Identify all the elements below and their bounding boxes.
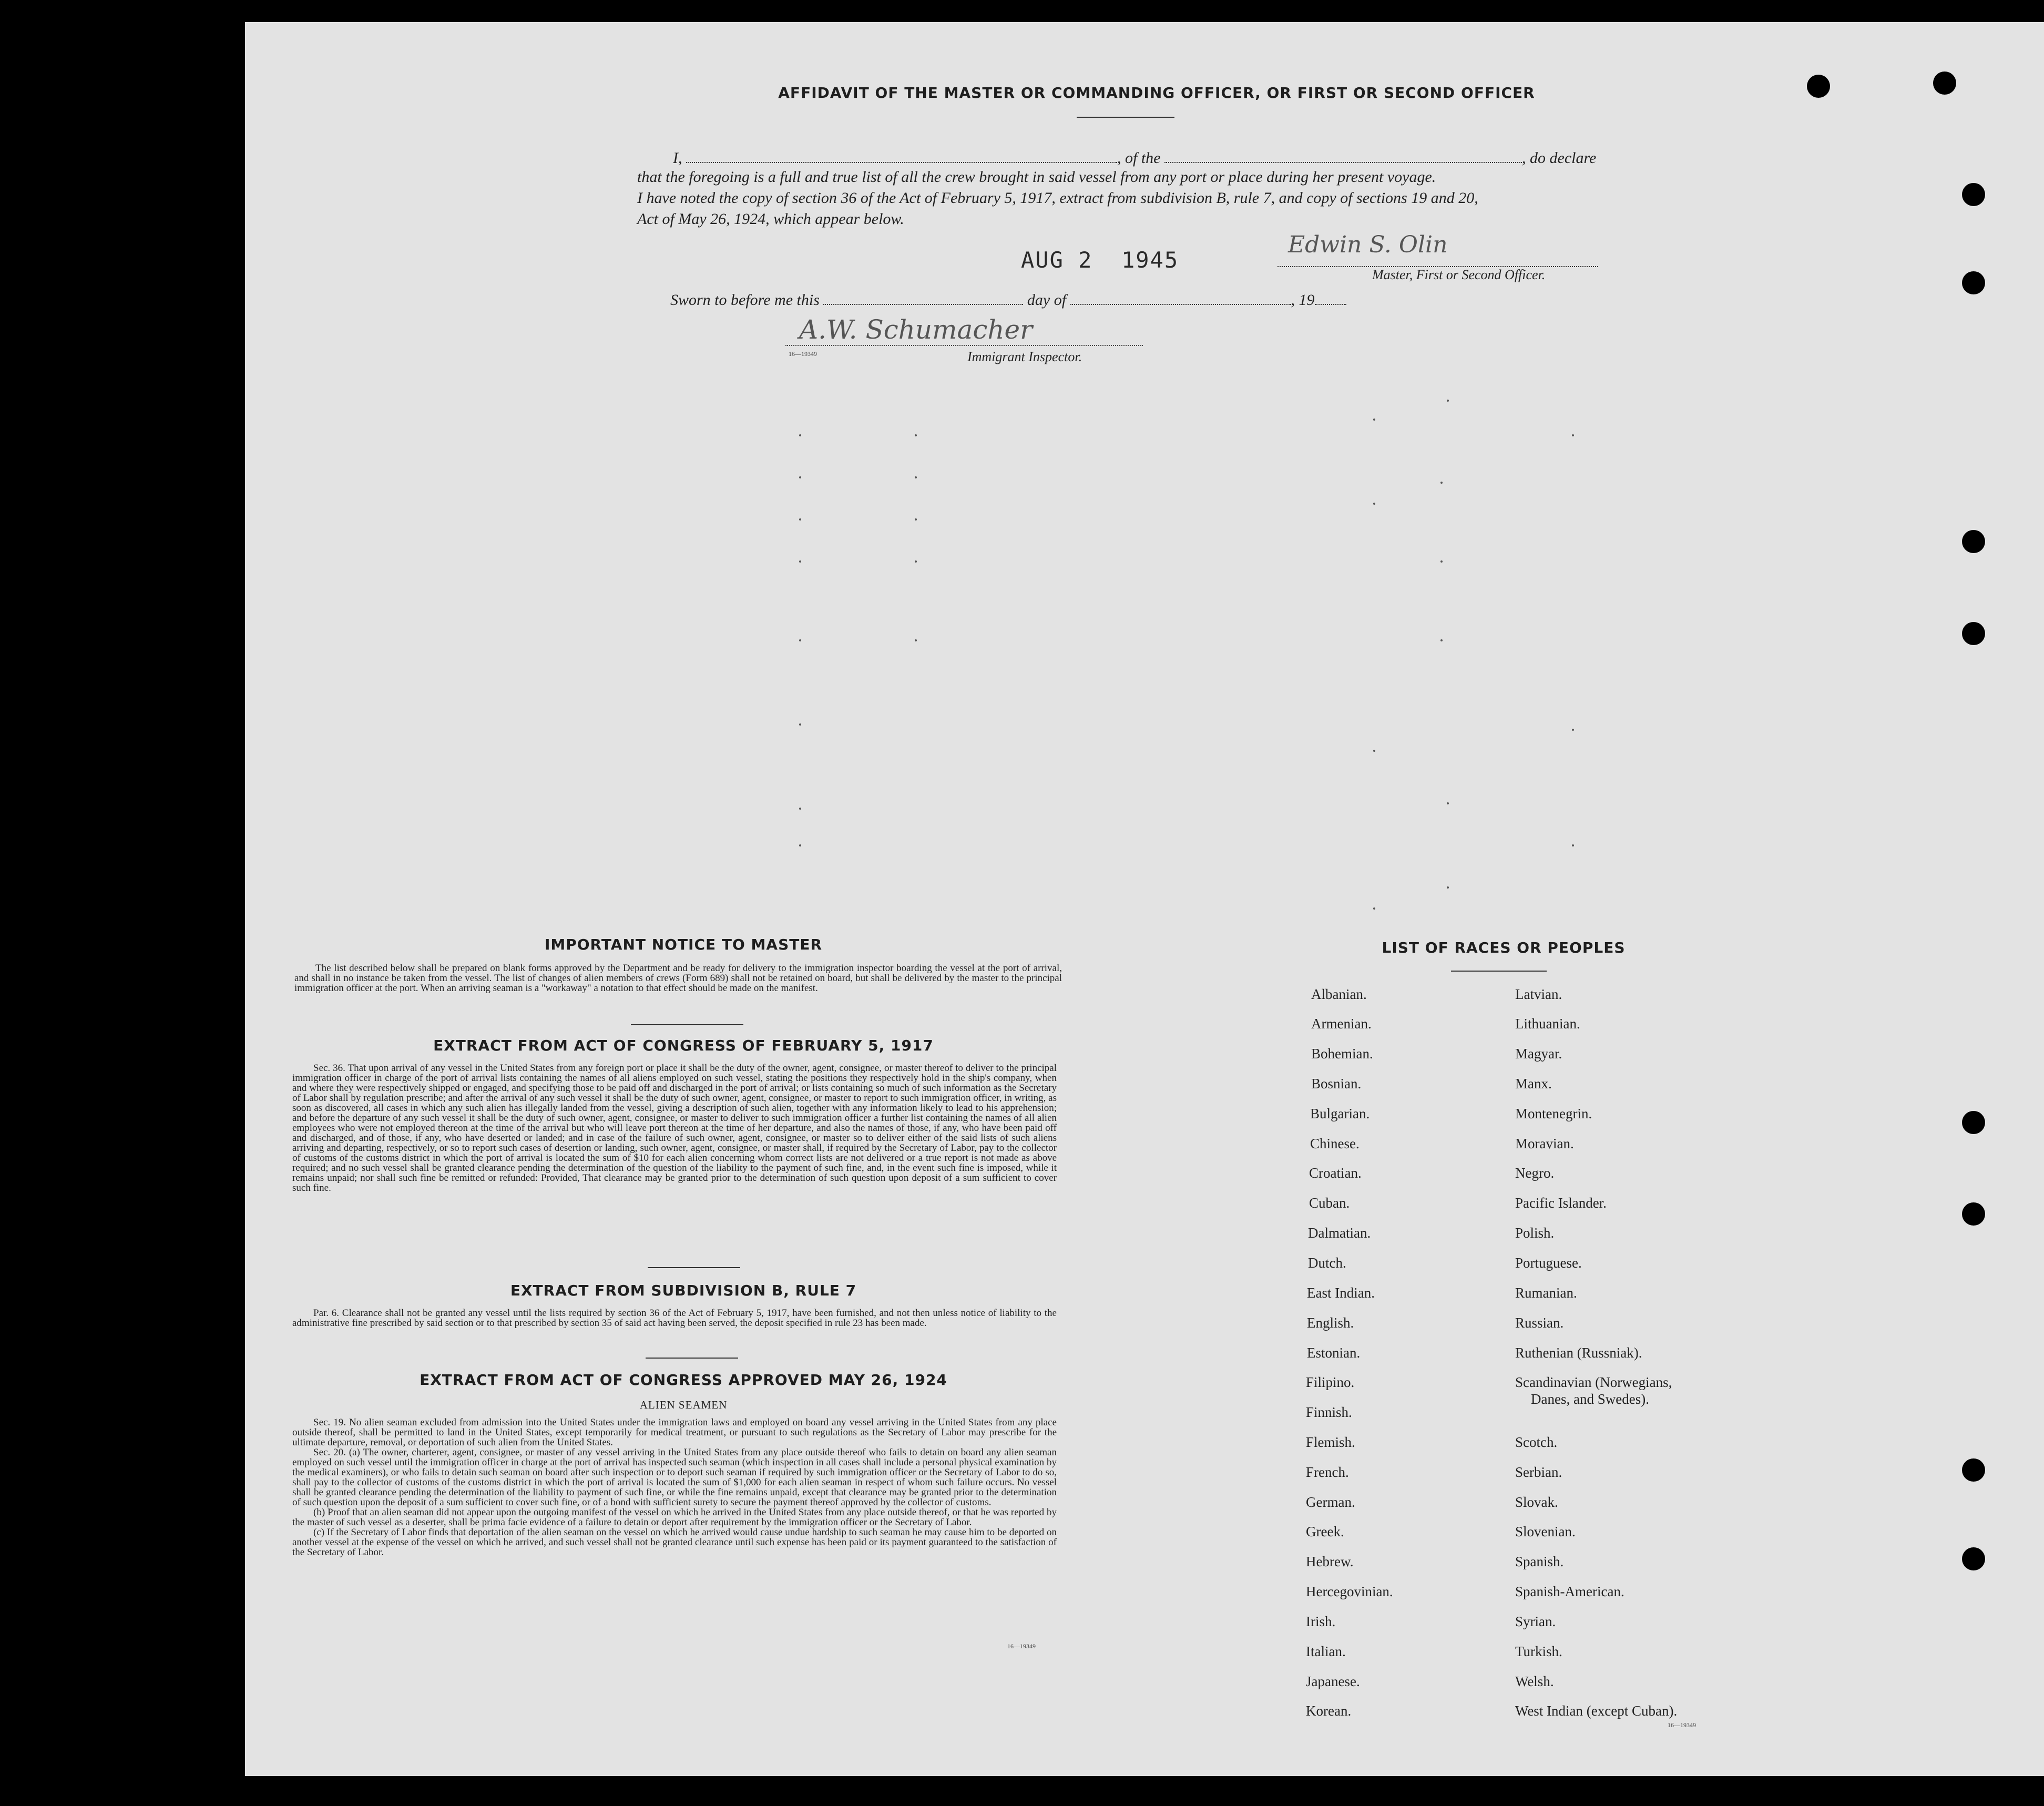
races-title: LIST OF RACES OR PEOPLES	[1382, 939, 1626, 956]
race-left-item: Bosnian.	[1311, 1076, 1362, 1091]
punch-hole	[1962, 183, 1985, 206]
race-right-item: Lithuanian.	[1515, 1016, 1580, 1032]
master-signature: Edwin S. Olin	[1288, 231, 1448, 258]
race-left-item: Japanese.	[1306, 1674, 1360, 1689]
paper-speck	[799, 723, 801, 726]
notice-paragraph: The list described below shall be prepared on blank forms approved by the Department and be ready for delivery to the immigration inspector boarding the vessel at the port of arrival, and shall in no instance be taken from the vessel. The list of changes of alien members of crews (Form 689) shall not be retained on board, but shall be delivered by the master to the principal immigration officer at the port. When an arriving seaman is a "workaway" a notation to that effect should be made on the manifest.	[294, 963, 1062, 994]
sec-20a-paragraph: Sec. 20. (a) The owner, charterer, agent, consignee, or master of any vessel arriving in the United States from any place outside thereof who fails to detain on board any alien seaman employed on such vessel until the immigration officer in charge at the port of arrival has inspected such seaman (which inspection in all cases shall include a personal physical examination by the medical examiners), or who fails to detain such seaman on board after such inspection or to deport such seaman if required by such immigration officer or the Secretary of Labor to do so, shall pay to the collector of customs of the customs district in which the port of arrival is located the sum of $1,000 for each alien seaman in respect of whom such failure occurs. No vessel shall be granted clearance pending the determination of the liability to payment of such fine, or while the fine remains unpaid, except that clearance may be granted prior to the determination of such question upon the deposit of a sum sufficient to cover such fine, or of a bond with sufficient surety to secure the payment thereof approved by the collector of customs.	[292, 1447, 1057, 1508]
race-left-item: Dalmatian.	[1308, 1225, 1371, 1241]
race-left-item: Flemish.	[1306, 1434, 1355, 1450]
race-right-item: Serbian.	[1515, 1464, 1562, 1480]
race-left-item: Bohemian.	[1311, 1046, 1373, 1062]
punch-hole	[1962, 1547, 1985, 1570]
race-right-item: Russian.	[1515, 1315, 1564, 1331]
punch-hole	[1962, 271, 1985, 294]
race-right-item: Rumanian.	[1515, 1285, 1577, 1301]
race-right-item: Welsh.	[1515, 1674, 1554, 1689]
paper-speck	[915, 518, 917, 521]
paper-speck	[1373, 907, 1375, 910]
race-left-item: Estonian.	[1307, 1345, 1361, 1361]
race-left-item: German.	[1306, 1494, 1355, 1510]
race-left-item: Korean.	[1306, 1703, 1352, 1719]
paper-speck	[799, 518, 801, 521]
paper-speck	[915, 639, 917, 641]
declaration-line-4: Act of May 26, 1924, which appear below.	[637, 210, 904, 228]
declaration-line-2: that the foregoing is a full and true list of all the crew brought in said vessel from any port or place during her present voyage.	[637, 168, 1436, 186]
sworn-year-field[interactable]	[1315, 290, 1346, 305]
sec-19-paragraph: Sec. 19. No alien seaman excluded from admission into the United States under the immigration laws and employed on board any vessel arriving in the United States from any place outside thereof, shall be permitted to land in the United States, except temporarily for medical treatment, or pursuant to such regulations as the Secretary of Labor may prescribe for the ultimate departure, removal, or deportation of such alien from the United States.	[292, 1417, 1057, 1448]
race-left-item: East Indian.	[1307, 1285, 1375, 1301]
race-right-item: Negro.	[1515, 1165, 1555, 1181]
races-form-number: 16—19349	[1668, 1721, 1696, 1729]
paper-speck	[1447, 400, 1449, 402]
paper-speck	[799, 844, 801, 846]
extract-1924-subtitle: ALIEN SEAMEN	[639, 1399, 728, 1411]
extract-1917-title: EXTRACT FROM ACT OF CONGRESS OF FEBRUARY 5, 1917	[433, 1037, 934, 1054]
declaration-i: I,	[673, 149, 682, 167]
race-left-item: Chinese.	[1310, 1136, 1360, 1151]
notice-body	[294, 963, 1062, 993]
extract-form-number: 16—19349	[1007, 1642, 1036, 1650]
race-right-item: Pacific Islander.	[1515, 1195, 1607, 1211]
punch-hole	[1962, 1111, 1985, 1134]
notice-divider	[631, 1024, 743, 1025]
race-left-item: Bulgarian.	[1310, 1106, 1370, 1121]
declaration-line-3: I have noted the copy of section 36 of the Act of February 5, 1917, extract from subdivision B, rule 7, and copy of sections 19 and 20,	[637, 189, 1478, 207]
notice-title: IMPORTANT NOTICE TO MASTER	[544, 936, 823, 953]
race-right-item: Spanish-American.	[1515, 1584, 1624, 1599]
paper-speck	[915, 476, 917, 478]
race-right-item: Syrian.	[1515, 1614, 1556, 1629]
race-left-item: Dutch.	[1308, 1255, 1346, 1271]
rule7-body	[292, 1308, 1057, 1328]
punch-hole	[1962, 1458, 1985, 1482]
races-divider	[1451, 971, 1547, 972]
race-left-item: Finnish.	[1306, 1404, 1352, 1420]
race-left-item: Hebrew.	[1306, 1554, 1354, 1569]
inspector-form-number: 16—19349	[789, 350, 817, 358]
paper-speck	[799, 808, 801, 810]
race-right-item: Moravian.	[1515, 1136, 1574, 1151]
inspector-signature: A.W. Schumacher	[799, 314, 1033, 345]
race-left-item: Filipino.	[1306, 1374, 1355, 1390]
name-field[interactable]	[686, 148, 1117, 163]
race-left-item: Armenian.	[1311, 1016, 1372, 1032]
extract-1924-title: EXTRACT FROM ACT OF CONGRESS APPROVED MAY 26, 1924	[420, 1371, 947, 1389]
extract-1917-divider	[648, 1267, 740, 1268]
race-right-item: Slovak.	[1515, 1494, 1558, 1510]
paper-speck	[799, 639, 801, 641]
punch-hole	[1807, 75, 1830, 98]
sec-20c-paragraph: (c) If the Secretary of Labor finds that deportation of the alien seaman on the vessel on which he arrived would cause undue hardship to such seaman he may cause him to be deported on another vessel at the expense of the vessel on which he arrived, and such vessel shall not be granted clearance until such expense has been paid or its payment guaranteed to the satisfaction of the Secretary of Labor.	[292, 1527, 1057, 1558]
paper-speck	[799, 560, 801, 563]
race-right-item: Polish.	[1515, 1225, 1555, 1241]
race-right-item: Latvian.	[1515, 986, 1562, 1002]
paper-speck	[1447, 886, 1449, 889]
paper-speck	[1447, 802, 1449, 804]
paper-speck	[1572, 729, 1574, 731]
extract-1917-body	[292, 1063, 1057, 1193]
declaration-of-the: , of the	[1117, 149, 1161, 167]
extract-1924-body	[292, 1417, 1057, 1557]
race-right-item: Scotch.	[1515, 1434, 1558, 1450]
race-left-item: Irish.	[1306, 1614, 1336, 1629]
inspector-caption: Immigrant Inspector.	[967, 349, 1082, 364]
race-right-item: Portuguese.	[1515, 1255, 1582, 1271]
race-left-item: Greek.	[1306, 1524, 1344, 1539]
punch-hole	[1962, 530, 1985, 553]
paper-speck	[799, 434, 801, 436]
affidavit-title: AFFIDAVIT OF THE MASTER OR COMMANDING OFFICER, OR FIRST OR SECOND OFFICER	[778, 84, 1535, 101]
race-left-item: Hercegovinian.	[1306, 1584, 1393, 1599]
rule7-paragraph: Par. 6. Clearance shall not be granted any vessel until the lists required by section 36 of the Act of February 5, 1917, have been furnished, and not then unless notice of liability to the administrative fine prescribed by said section or to that prescribed by section 35 of said act having been served, the deposit specified in rule 23 has been made.	[292, 1308, 1057, 1329]
paper-speck	[915, 434, 917, 436]
declaration-line-1	[673, 148, 1619, 167]
sec-20b-paragraph: (b) Proof that an alien seaman did not appear upon the outgoing manifest of the vessel on which he arrived in the United States from any place outside thereof, or that he was reported by the master of such vessel as a deserter, shall be prima facie evidence of a failure to detain or deport after requirement by the immigration officer or the Secretary of Labor.	[292, 1507, 1057, 1528]
sworn-text: Sworn to before me this	[670, 291, 820, 309]
extract-1917-paragraph: Sec. 36. That upon arrival of any vessel in the United States from any foreign port or place it shall be the duty of the owner, agent, consignee, or master thereof to deliver to the principal immigration officer in charge of the port of arrival lists containing the names of all aliens employed on such vessel, stating the positions they respectively hold in the ship's company, when and where they were respectively shipped or engaged, and specifying those to be paid off and discharged in the port of arrival; or lists containing so much of such information as the Secretary of Labor shall by regulation prescribe; and after the arrival of any such vessel it shall be the duty of such owner, agent, consignee, or master to report to such immigration officer, in writing, as soon as discovered, all cases in which any such alien has illegally landed from the vessel, giving a description of such alien, together with any information likely to lead to his apprehension; and before the departure of any such vessel it shall be the duty of such owner, agent, consignee, or master to deliver to such immigration officer a further list containing the names of all alien employees who were not employed thereon at the time of the arrival but who will leave port thereon at the time of her departure, and also the names of those, if any, who have been paid off and discharged, and of those, if any, who have deserted or landed; and in case of the failure of such owner, agent, consignee, or master so to deliver either of the said lists of such aliens arriving and departing, respectively, or so to report such cases of desertion or landing, such owner, agent, consignee, or master shall, if required by the Secretary of Labor, pay to the collector of customs of the customs district in which the port of arrival is located the sum of $10 for each alien concerning whom correct lists are not delivered or a true report is not made as above required; and no such vessel shall be granted clearance pending the determination of the question of the liability to the payment of such fine, and, in the event such fine is imposed, while it remains unpaid; nor shall such fine be remitted or refunded: Provided, That clearance may be granted prior to the determination of such question upon deposit of a sum sufficient to cover such fine.	[292, 1063, 1057, 1193]
paper-speck	[1440, 482, 1443, 484]
paper-speck	[1373, 503, 1375, 505]
race-right-item: Ruthenian (Russniak).	[1515, 1345, 1642, 1361]
rule7-divider	[646, 1358, 738, 1359]
vessel-field[interactable]	[1164, 148, 1522, 163]
punch-hole	[1962, 1202, 1985, 1226]
race-right-item: Spanish.	[1515, 1554, 1564, 1569]
rule7-title: EXTRACT FROM SUBDIVISION B, RULE 7	[510, 1282, 857, 1299]
race-left-item: Cuban.	[1309, 1195, 1350, 1211]
paper-speck	[1440, 560, 1443, 563]
race-right-item: Manx.	[1515, 1076, 1552, 1091]
master-caption: Master, First or Second Officer.	[1372, 267, 1546, 282]
race-left-item: Croatian.	[1309, 1165, 1362, 1181]
sworn-day-field[interactable]	[823, 290, 1023, 305]
punch-hole	[1933, 72, 1956, 95]
race-right-item: West Indian (except Cuban).	[1515, 1703, 1678, 1719]
paper-speck	[915, 560, 917, 563]
title-divider	[1077, 117, 1174, 118]
paper-speck	[799, 476, 801, 478]
race-right-item: Danes, and Swedes).	[1531, 1391, 1649, 1407]
race-right-item: Turkish.	[1515, 1644, 1562, 1659]
sworn-day-of: day of	[1027, 291, 1067, 309]
paper-speck	[1373, 419, 1375, 421]
declaration-do-declare: , do declare	[1522, 149, 1597, 167]
race-left-item: French.	[1306, 1464, 1349, 1480]
sworn-year-prefix: , 19	[1291, 291, 1315, 309]
paper-speck	[1440, 639, 1443, 641]
paper-speck	[1572, 844, 1574, 846]
paper-speck	[1373, 750, 1375, 752]
race-left-item: Italian.	[1306, 1644, 1346, 1659]
date-stamp: AUG 2 1945	[1021, 247, 1179, 273]
punch-hole	[1962, 622, 1985, 645]
sworn-month-field[interactable]	[1070, 290, 1291, 305]
race-right-item: Slovenian.	[1515, 1524, 1576, 1539]
race-right-item: Scandinavian (Norwegians,	[1515, 1374, 1672, 1390]
paper-speck	[1572, 434, 1574, 436]
inspector-signature-line	[785, 345, 1143, 346]
race-left-item: English.	[1307, 1315, 1354, 1331]
race-left-item: Albanian.	[1311, 986, 1367, 1002]
race-right-item: Magyar.	[1515, 1046, 1562, 1062]
race-right-item: Montenegrin.	[1515, 1106, 1592, 1121]
sworn-line	[670, 290, 1459, 309]
